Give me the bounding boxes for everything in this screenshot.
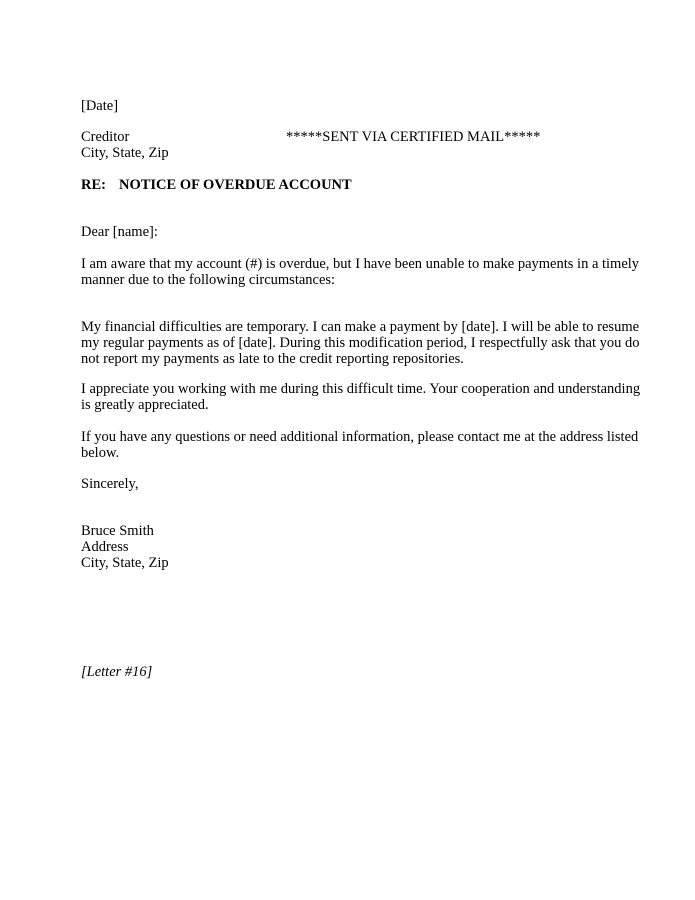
paragraph-3-line-1: I appreciate you working with me during this difficult time. Your cooperation and understanding	[81, 381, 641, 397]
paragraph-1-line-2: manner due to the following circumstances:	[81, 272, 336, 288]
paragraph-4-line-2: below.	[81, 445, 120, 461]
letter-date: [Date]	[81, 98, 119, 114]
subject-label: RE:	[81, 177, 106, 193]
delivery-note: *****SENT VIA CERTIFIED MAIL*****	[286, 129, 541, 145]
paragraph-2-line-3: not report my payments as late to the credit reporting repositories.	[81, 351, 464, 367]
letter-footer-tag: [Letter #16]	[81, 664, 153, 680]
paragraph-3-line-2: is greatly appreciated.	[81, 397, 209, 413]
paragraph-2-line-2: my regular payments as of [date]. During this modification period, I respectfully ask that you do	[81, 335, 640, 351]
closing: Sincerely,	[81, 476, 139, 492]
recipient-name: Creditor	[81, 129, 130, 145]
paragraph-1-line-1: I am aware that my account (#) is overdue, but I have been unable to make payments in a timely	[81, 256, 640, 272]
paragraph-4-line-1: If you have any questions or need additional information, please contact me at the address listed	[81, 429, 639, 445]
subject-line	[81, 177, 352, 193]
subject-text: NOTICE OF OVERDUE ACCOUNT	[118, 177, 352, 193]
paragraph-2-line-1: My financial difficulties are temporary. I can make a payment by [date]. I will be able to resume	[81, 319, 640, 335]
sender-city-state-zip: City, State, Zip	[81, 555, 169, 571]
salutation: Dear [name]:	[81, 224, 158, 240]
recipient-city-state-zip: City, State, Zip	[81, 145, 169, 161]
sender-address: Address	[81, 539, 129, 555]
sender-name: Bruce Smith	[81, 523, 154, 539]
